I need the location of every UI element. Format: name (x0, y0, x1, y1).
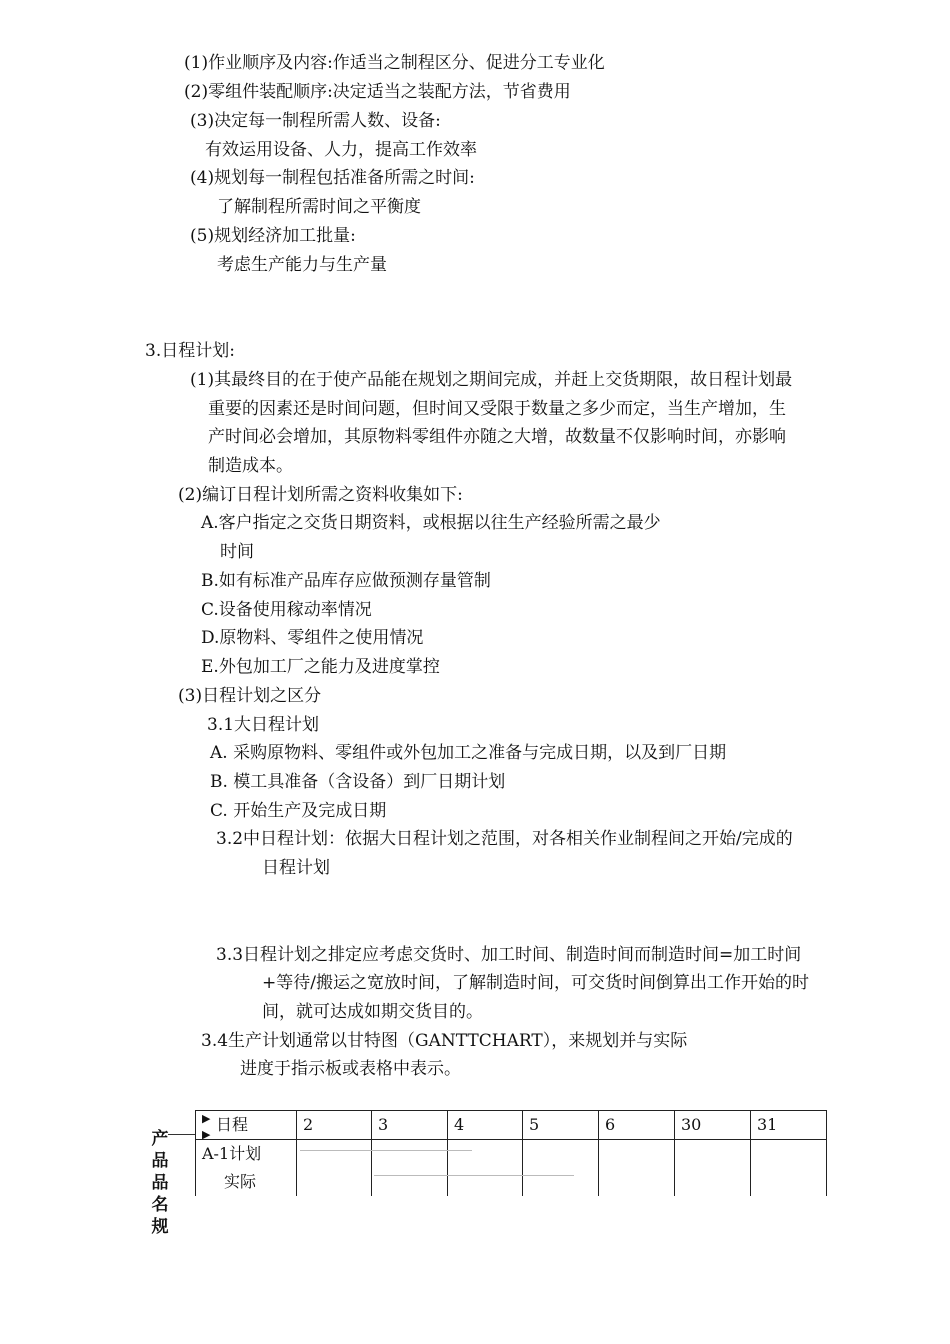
para-1-line-a: (1)其最终目的在于使产品能在规划之期间完成，并赶上交货期限，故日程计划最 (190, 370, 793, 390)
gantt-actual-bar (374, 1175, 574, 1176)
product-name-side-label (150, 1128, 170, 1238)
arrow-right-icon: ▶ (202, 1128, 211, 1141)
para-3-2-line-b: 日程计划 (262, 858, 330, 878)
gantt-cell (751, 1140, 827, 1197)
gantt-day-cell: 3 (372, 1111, 448, 1140)
para-3-4-line-a: 3.4生产计划通常以甘特图（GANTTCHART），来规划并与实际 (201, 1031, 688, 1051)
gantt-cell (372, 1140, 448, 1197)
text-line-7: (5)规划经济加工批量: (190, 226, 356, 246)
para-2-item-e: E.外包加工厂之能力及进度掌控 (201, 657, 440, 677)
gantt-cell (523, 1140, 599, 1197)
para-3-3-line-a: 3.3日程计划之排定应考虑交货时、加工时间、制造时间而制造时间=加工时间 (216, 945, 802, 965)
para-2-item-d: D.原物料、零组件之使用情况 (201, 628, 424, 648)
para-1-line-b: 重要的因素还是时间问题，但时间又受限于数量之多少而定，当生产增加，生 (208, 399, 786, 419)
para-3-1-heading: 3.1大日程计划 (207, 715, 320, 735)
para-2-heading: (2)编订日程计划所需之资料收集如下: (178, 485, 463, 505)
side-label-char: 品 (151, 1151, 169, 1171)
arrow-right-icon: ▶ (202, 1112, 211, 1125)
gantt-header-label: 日程 (216, 1115, 249, 1134)
para-3-4-line-b: 进度于指示板或表格中表示。 (240, 1059, 461, 1079)
para-1-line-d: 制造成本。 (208, 456, 293, 476)
text-line-2: (2)零组件装配顺序:决定适当之装配方法，节省费用 (184, 82, 571, 102)
gantt-day-cell: 5 (523, 1111, 599, 1140)
side-connector-line (168, 1134, 196, 1135)
para-2-item-b: B.如有标准产品库存应做预测存量管制 (201, 571, 491, 591)
gantt-plan-bar (300, 1150, 472, 1151)
para-2-item-c: C.设备使用稼动率情况 (201, 600, 372, 620)
gantt-row-label-actual: 实际 (224, 1172, 257, 1191)
gantt-cell (297, 1140, 372, 1197)
para-3-heading: (3)日程计划之区分 (178, 686, 322, 706)
text-line-1: (1)作业顺序及内容:作适当之制程区分、促进分工专业化 (184, 53, 605, 73)
gantt-day-cell: 30 (675, 1111, 751, 1140)
para-3-3-line-c: 间，就可达成如期交货目的。 (262, 1002, 483, 1022)
para-2-item-a2: 时间 (220, 542, 254, 562)
side-label-char: 规 (151, 1217, 169, 1237)
gantt-day-cell: 2 (297, 1111, 372, 1140)
para-3-3-line-b: +等待/搬运之宽放时间，了解制造时间，可交货时间倒算出工作开始的时 (262, 973, 809, 993)
text-line-3: (3)决定每一制程所需人数、设备: (190, 111, 441, 131)
side-label-char: 产 (151, 1129, 169, 1149)
gantt-table (195, 1110, 827, 1196)
text-line-5: (4)规划每一制程包括准备所需之时间: (190, 168, 475, 188)
text-line-8: 考虑生产能力与生产量 (217, 255, 387, 275)
gantt-row-label-plan: A-1计划 (202, 1144, 262, 1163)
section-heading-3: 3.日程计划: (145, 341, 235, 361)
para-2-item-a1: A.客户指定之交货日期资料，或根据以往生产经验所需之最少 (201, 513, 661, 533)
gantt-header-label-cell (196, 1111, 297, 1140)
text-line-4: 有效运用设备、人力，提高工作效率 (205, 140, 477, 160)
gantt-day-cell: 6 (599, 1111, 675, 1140)
gantt-cell (599, 1140, 675, 1197)
side-label-char: 名 (151, 1195, 169, 1215)
text-line-6: 了解制程所需时间之平衡度 (217, 197, 421, 217)
gantt-header-row (196, 1111, 827, 1140)
para-1-line-c: 产时间必会增加，其原物料零组件亦随之大增，故数量不仅影响时间，亦影响 (208, 427, 786, 447)
para-3-1-item-a: A. 采购原物料、零组件或外包加工之准备与完成日期，以及到厂日期 (210, 743, 727, 763)
gantt-day-cell: 4 (448, 1111, 523, 1140)
gantt-row-a1 (196, 1140, 827, 1197)
gantt-day-cell: 31 (751, 1111, 827, 1140)
side-label-char: 品 (151, 1173, 169, 1193)
para-3-1-item-b: B. 模工具准备（含设备）到厂日期计划 (210, 772, 506, 792)
gantt-row-label-cell (196, 1140, 297, 1197)
para-3-1-item-c: C. 开始生产及完成日期 (210, 801, 387, 821)
para-3-2-line-a: 3.2中日程计划：依据大日程计划之范围，对各相关作业制程间之开始/完成的 (216, 829, 793, 849)
gantt-cell (448, 1140, 523, 1197)
gantt-cell (675, 1140, 751, 1197)
